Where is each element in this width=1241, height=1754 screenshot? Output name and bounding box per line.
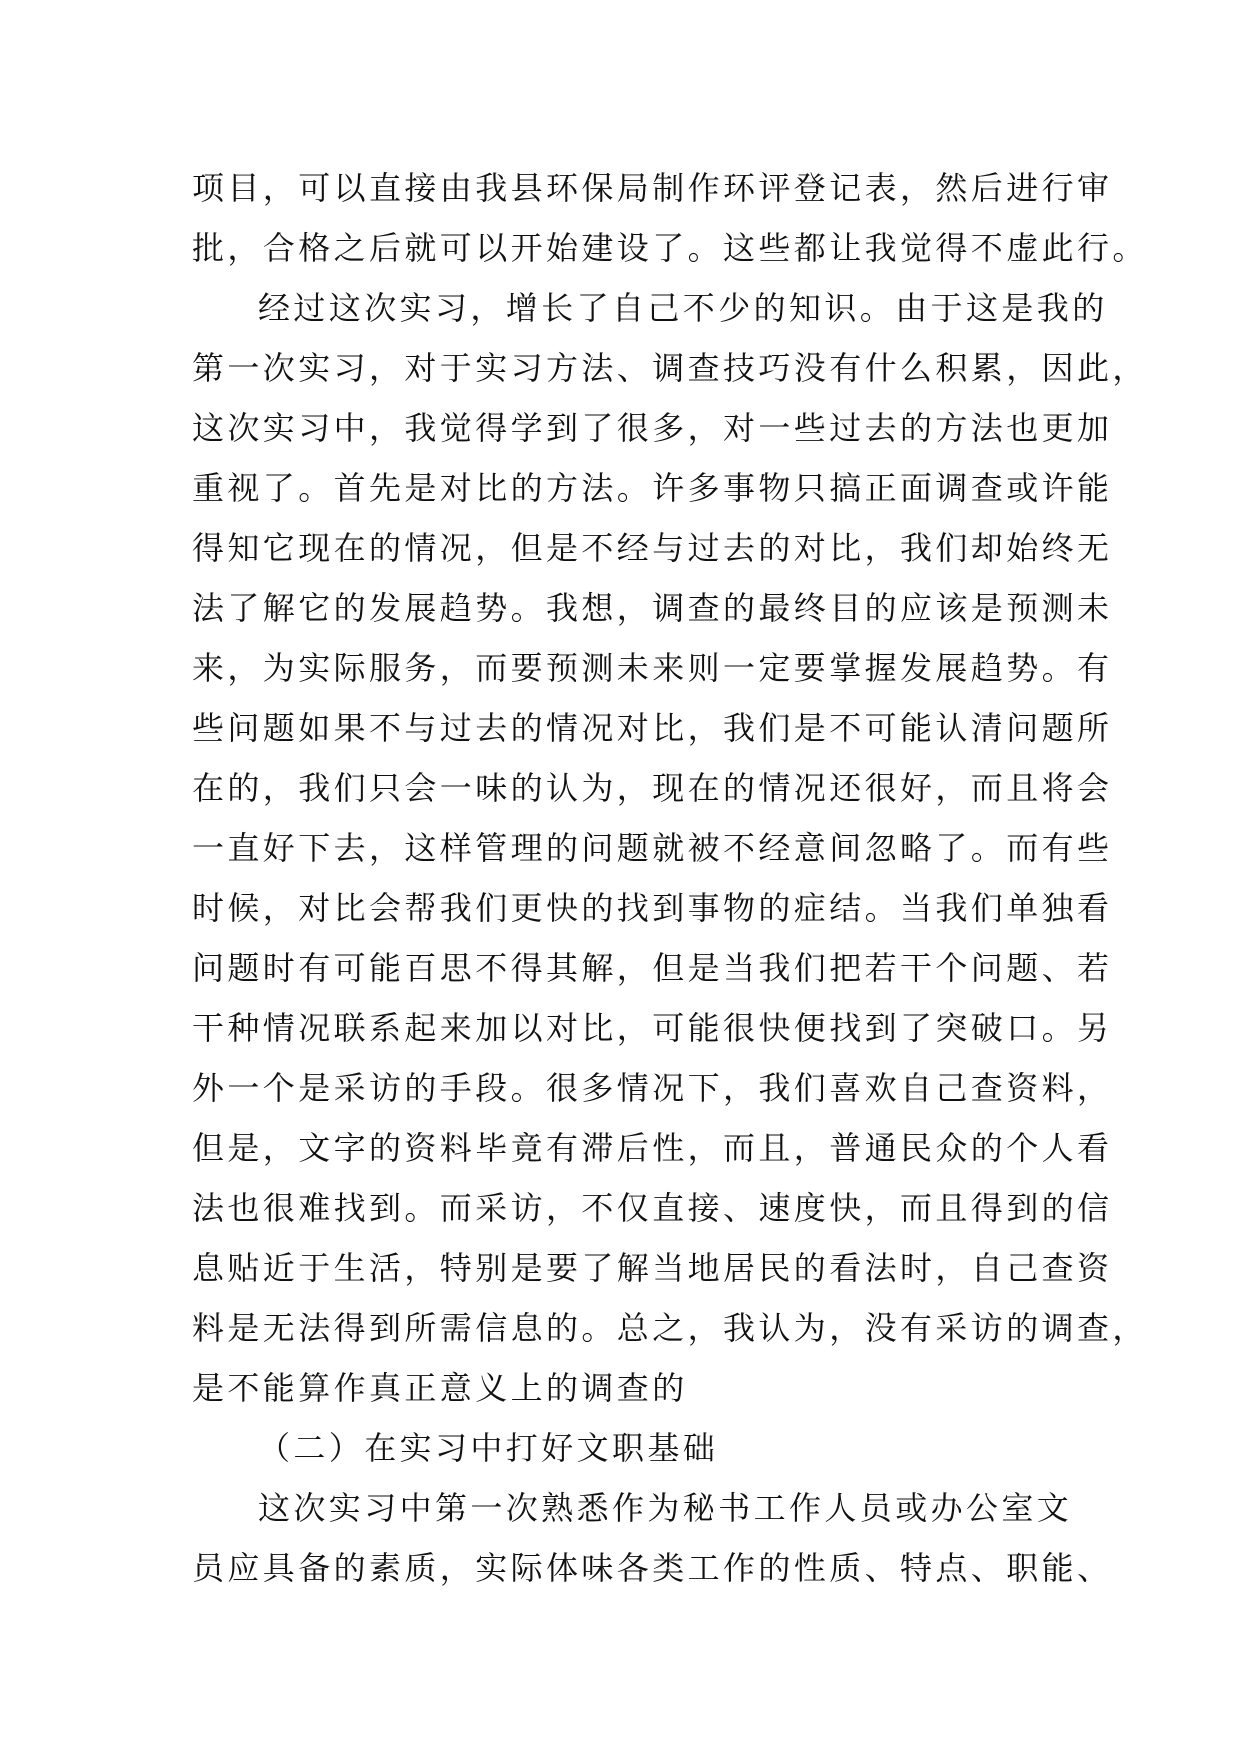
text-line: 批，合格之后就可以开始建设了。这些都让我觉得不虚此行。 — [192, 229, 1148, 267]
text-line: 一直好下去，这样管理的问题就被不经意间忽略了。而有些 — [192, 829, 1113, 867]
text-line: 息贴近于生活，特别是要了解当地居民的看法时，自己查资 — [192, 1249, 1113, 1287]
text-line: 法也很难找到。而采访，不仅直接、速度快，而且得到的信 — [192, 1189, 1113, 1227]
text-line: 重视了。首先是对比的方法。许多事物只搞正面调查或许能 — [192, 469, 1113, 507]
text-line: 员应具备的素质，实际体味各类工作的性质、特点、职能、 — [192, 1549, 1113, 1587]
text-line: 问题时有可能百思不得其解，但是当我们把若干个问题、若 — [192, 949, 1113, 987]
text-line: 料是无法得到所需信息的。总之，我认为，没有采访的调查， — [192, 1309, 1148, 1347]
text-line: 来，为实际服务，而要预测未来则一定要掌握发展趋势。有 — [192, 649, 1113, 687]
paragraph-start-line: 经过这次实习，增长了自己不少的知识。由于这是我的 — [258, 289, 1108, 327]
paragraph-start-line: 这次实习中第一次熟悉作为秘书工作人员或办公室文 — [258, 1489, 1073, 1527]
text-line: 是不能算作真正意义上的调查的 — [192, 1369, 688, 1407]
text-line: 这次实习中，我觉得学到了很多，对一些过去的方法也更加 — [192, 409, 1113, 447]
text-line: 项目，可以直接由我县环保局制作环评登记表，然后进行审 — [192, 169, 1113, 207]
text-line: 时候，对比会帮我们更快的找到事物的症结。当我们单独看 — [192, 889, 1113, 927]
text-line: 在的，我们只会一味的认为，现在的情况还很好，而且将会 — [192, 769, 1113, 807]
text-line: 外一个是采访的手段。很多情况下，我们喜欢自己查资料， — [192, 1069, 1113, 1107]
text-line: 第一次实习，对于实习方法、调查技巧没有什么积累，因此， — [192, 349, 1148, 387]
body-text — [192, 158, 1148, 1598]
text-line: 但是，文字的资料毕竟有滞后性，而且，普通民众的个人看 — [192, 1129, 1113, 1167]
section-heading: （二）在实习中打好文职基础 — [258, 1429, 719, 1467]
text-line: 法了解它的发展趋势。我想，调查的最终目的应该是预测未 — [192, 589, 1113, 627]
text-line: 些问题如果不与过去的情况对比，我们是不可能认清问题所 — [192, 709, 1113, 747]
text-line: 干种情况联系起来加以对比，可能很快便找到了突破口。另 — [192, 1009, 1113, 1047]
text-line: 得知它现在的情况，但是不经与过去的对比，我们却始终无 — [192, 529, 1113, 567]
